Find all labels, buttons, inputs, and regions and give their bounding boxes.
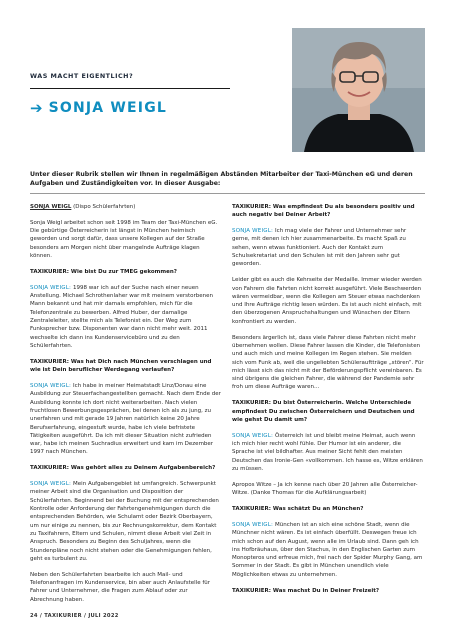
question: TAXIKURIER: Wie bist Du zur TMEG gekommen? xyxy=(30,268,177,275)
answer-speaker: SONJA WEIGL: xyxy=(232,521,276,528)
intro-text: Unter dieser Rubrik stellen wir Ihnen in regelmäßigen Abständen Mitarbeiter der Taxi-München eG und deren Aufgaben und Zuständigkeiten vor. In dieser Ausgabe: xyxy=(30,171,413,187)
profile-role: (Dispo Schülerfahrten) xyxy=(71,204,136,210)
profile-heading xyxy=(30,203,222,211)
profile-name: SONJA WEIGL xyxy=(30,204,72,210)
answer xyxy=(232,227,424,268)
answer xyxy=(232,521,424,579)
intro-divider xyxy=(30,193,425,194)
question: TAXIKURIER: Was machst Du in Deiner Freizeit? xyxy=(232,587,380,594)
question: TAXIKURIER: Was schätzt Du an München? xyxy=(232,506,364,513)
answer xyxy=(232,432,424,473)
answer-text: Ich habe in meiner Heimatstadt Linz/Donau eine Ausbildung zur Steuerfachangestellten gemacht. Nach dem Ende der Ausbildung konnte ich dort nicht weiterarbeiten. Nach vielen fruchtlosen Bewerbungsgesprächen, bei denen ich als zu jung, zu unerfahren und mit gerade 19 Jahren natürlich keine 20 Jahre Berufserfahrung, eingestuft wurde, habe ich viele befristete Tätigkeiten ausgeführt. Da ich mit dieser Situation nicht zufrieden war, habe ich meinen Suchradius erweitert und kam im Dezember 1997 nach München. xyxy=(30,383,221,456)
answer-speaker: SONJA WEIGL: xyxy=(232,228,276,235)
answer-text: 1998 war ich auf der Suche nach einer neuen Anstellung. Michael Schrothenlaher war mit meinem verstorbenen Mann bekannt und hat mir damals empfohlen, mich für die Telefonzentrale zu bewerben. Alfred Huber, der damalige Zentraleleiter, stellte mich als Telefonist ein. Der Weg zum Funksprecher bzw. Disponenten war dann nicht mehr weit. 2011 wechselte ich dann ins Kundenservicebüro und zu den Schülerfahrten. xyxy=(30,284,213,349)
left-column xyxy=(30,203,222,612)
kicker: WAS MACHT EIGENTLICH? xyxy=(30,72,134,80)
answer-text: Österreich ist und bleibt meine Heimat, auch wenn ich mich hier recht wohl fühle. Der Humor ist ein anderer, die Sprache ist viel bildhafter. Aus meiner Sicht fehlt den meisten Deutschen das Ironie-Gen «vollkommen. Ich hasse es, Witze erklären zu müssen. xyxy=(232,432,423,472)
answer xyxy=(30,284,222,350)
answer-text: Ich mag viele der Fahrer und Unternehmer sehr gerne, mit denen ich hier zusammenarbeite. Es macht Spaß zu sehen, wenn etwas funktioniert. Auch der Kontakt zum Schulsekretariat und den Schulen ist mit den Jahren sehr gut geworden. xyxy=(232,228,407,268)
arrow-right-icon: ➔ xyxy=(30,98,43,117)
question: TAXIKURIER: Was hat Dich nach München verschlagen und wie ist Dein beruflicher Werdegang verlaufen? xyxy=(30,358,212,374)
paragraph: Sonja Weigl arbeitet schon seit 1998 im Team der Taxi-München eG. Die gebürtige Österreicherin ist längst in München heimisch geworden und sorgt dafür, dass unsere Kollegen auf der Straße besonders am Morgen nicht über mangelnde Aufträge klagen können. xyxy=(30,219,218,260)
answer-speaker: SONJA WEIGL: xyxy=(30,284,74,291)
answer-text: München ist an sich eine schöne Stadt, wenn die Münchner nicht wären. Es ist einfach überfüllt. Deswegen freue ich mich schon auf den August, wenn alle im Urlaub sind. Dann geh ich ins Hofbräuhaus, über den Stachus, in den Englischen Garten zum Monopteros und erfreue mich, frei nach der Spider Murphy Gang, am Sommer in der Stadt. Es gibt in München unendlich viele Möglichkeiten etwas zu unternehmen. xyxy=(232,521,423,578)
portrait-photo xyxy=(292,28,425,152)
paragraph: Apropos Witze – Ja ich kenne nach über 20 Jahren alle Österreicher-Witze. (Danke Thomas für die Aufklärungsarbeit) xyxy=(232,481,418,497)
portrait-illustration xyxy=(292,28,425,152)
answer xyxy=(30,382,222,457)
person-name: SONJA WEIGL xyxy=(48,100,168,116)
question: TAXIKURIER: Was empfindest Du als besonders positiv und auch negativ bei Deiner Arbeit? xyxy=(232,204,415,219)
answer-text: Mein Aufgabengebiet ist umfangreich. Schwerpunkt meiner Arbeit sind die Organisation und Disposition der Schülerfahrten. Beginnend bei der Buchung mit der entsprechenden Kontrolle oder Anforderung der Fahrtengenehmigungen durch die entsprechenden Behörden, wie Schulamt oder Bezirk Oberbayern, um nur einige zu nennen, bis zur Rechnungskorrektur, dem Kontakt zu Taxifahrern, Eltern und Schulen, nimmt diese Arbeit viel Zeit in Anspruch. Besonders zu Beginn des Schuljahres, wenn die Stundenpläne noch nicht stehen oder die Genehmigungen fehlen, geht es turbulent zu. xyxy=(30,481,219,562)
paragraph: Neben den Schülerfahrten bearbeite ich auch Mail- und Telefonanfragen im Kundenservice, bin aber auch Anlaufstelle für Fahrer und Unternehmer, die Fragen zum Ablauf oder zur Abrechnung haben. xyxy=(30,571,211,603)
header-divider xyxy=(30,88,230,89)
answer-speaker: SONJA WEIGL: xyxy=(30,481,74,488)
person-heading xyxy=(30,100,167,116)
question: TAXIKURIER: Was gehört alles zu Deinem Aufgabenbereich? xyxy=(30,465,216,472)
answer-speaker: SONJA WEIGL: xyxy=(30,383,74,390)
answer xyxy=(30,480,222,563)
page-footer: 24 / TAXIKURIER / JULI 2022 xyxy=(30,613,119,619)
answer-speaker: SONJA WEIGL: xyxy=(232,432,276,439)
paragraph: Besonders ärgerlich ist, dass viele Fahrer diese Fahrten nicht mehr übernehmen wollen. Diese Fahrer lassen die Kinder, die Telefonisten und auch mich und meine Kollegen im Regen stehen. Sie melden sich vom Funk ab, weil die ungeliebten Schülerauftträge „stören“. Für mich lässt sich das nicht mit der Beförderungspflicht vereinbaren. Es sind übrigens die gleichen Fahrer, die während der Pandemie sehr froh um diese Aufträge waren… xyxy=(232,334,424,391)
paragraph: Leider gibt es auch die Kehrseite der Medaille. Immer wieder werden von Fahrern die Fahrten nicht korrekt ausgeführt. Viele Beschwerden wären vermeidbar, wenn die Kollegen am Steuer etwas nachdenken und Ihre Aufträge richtig lesen würden. Es ist auch nicht einfach, mit den überzogenen Anspruchshaltungen und Wünschen der Eltern konfrontiert zu werden. xyxy=(232,277,422,325)
question: TAXIKURIER: Du bist Österreicherin. Welche Unterschiede empfindest Du zwischen Österreichern und Deutschen und wie gehst Du damit um? xyxy=(232,400,415,423)
right-column xyxy=(232,203,424,603)
